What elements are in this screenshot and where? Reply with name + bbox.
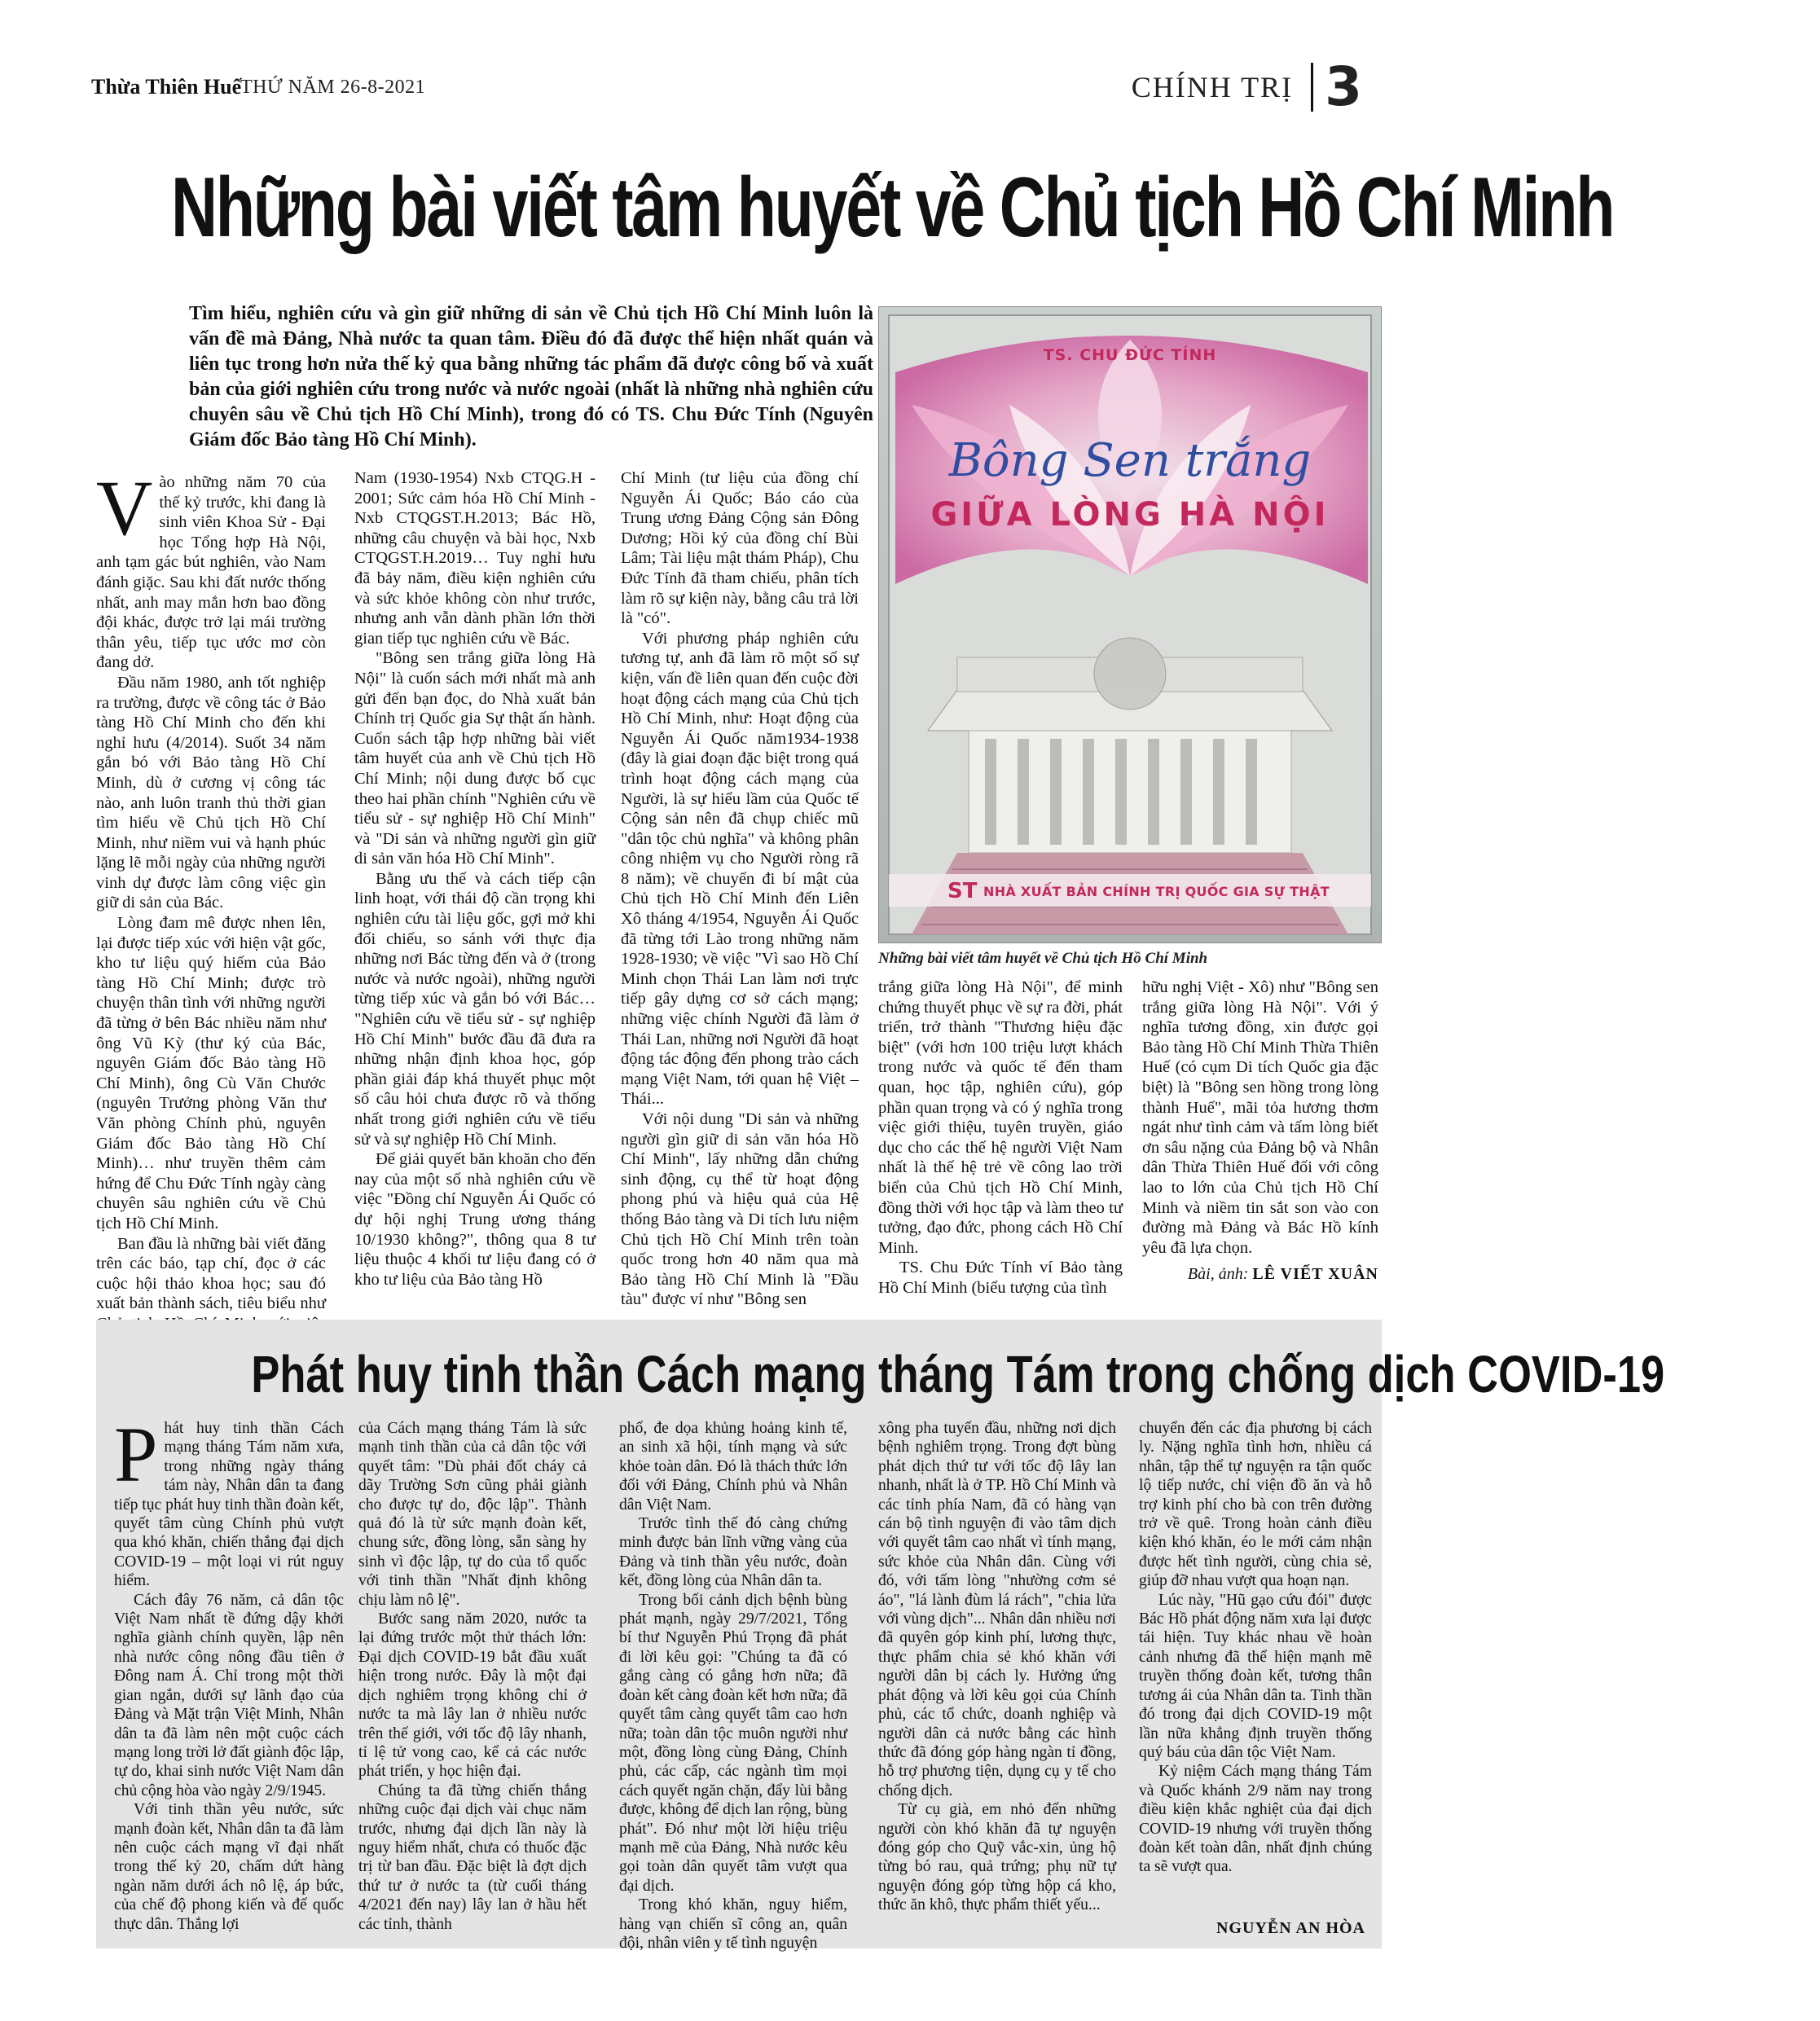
paragraph: Nam (1930-1954) Nxb CTQG.H - 2001; Sức cảm hóa Hồ Chí Minh - Nxb CTQGST.H.2013; Bác Hồ, những câu chuyện và bài học, Nxb CTQGST.H.2019… Tuy nghỉ hưu đã bảy năm, điều kiện nghiên cứu và sức khỏe không còn như trước, nhưng anh vẫn dành phần lớn thời gian tiếp tục nghiên cứu về Bác. bbox=[354, 469, 596, 648]
publisher-logo: ST bbox=[947, 879, 978, 903]
paragraph: Đầu năm 1980, anh tốt nghiệp ra trường, được về công tác ở Bảo tàng Hồ Chí Minh cho đến khi nghỉ hưu (4/2014). Suốt 34 năm gắn bó với Bảo tàng Hồ Chí Minh, dù ở cương vị công tác nào, anh luôn tranh thủ thời gian tìm hiểu về Chủ tịch Hồ Chí Minh, như niềm vui và hạnh phúc lặng lẽ mỗi ngày của những người vinh dự được làm công việc gìn giữ di sản của Bác. bbox=[96, 673, 326, 912]
article2-column-5 bbox=[1139, 1419, 1372, 1877]
paragraph: chuyển đến các địa phương bị cách ly. Nặng nghĩa tình hơn, nhiều cá nhân, tập thể tự nguyện ra tận quốc lộ tiếp nước, chỉ viện đồ ăn và hỗ trợ kinh phí cho bà con trên đường trở về quê. Trong hoàn cảnh điều kiện khó khăn, éo le mới cảm nhận được hết tình người, cùng chia sẻ, giúp đỡ nhau vượt qua hoạn nạn. bbox=[1139, 1420, 1372, 1590]
article1-column-4 bbox=[878, 978, 1123, 1298]
dropcap: P bbox=[114, 1411, 158, 1498]
paragraph: Với phương pháp nghiên cứu tương tự, anh đã làm rõ một số sự kiện, vấn đề liên quan đến cuộc đời hoạt động cách mạng của Chủ tịch Hồ Chí Minh, như: Hoạt động của Nguyễn Ái Quốc năm1934-1938 (đây là giai đoạn đặc biệt trong quá trình hoạt động cách mạng của Người, là sự hiểu lầm của Quốc tế Cộng sản nên đã chụp chiếc mũ "dân tộc chủ nghĩa" và không phân công nhiệm vụ cho Người ròng rã 8 năm); về chuyến đi bí mật của Chủ tịch Hồ Chí Minh đến Liên Xô tháng 4/1954, Nguyễn Ái Quốc đã từng tới Lào trong những năm 1928-1930; về việc "Vì sao Hồ Chí Minh chọn Thái Lan làm nơi trực tiếp gây dựng cơ sở cách mạng; những việc chính Người đã làm ở Thái Lan, những nơi Người đã hoạt động tác động đến phong trào cách mạng Việt Nam, tới quan hệ Việt – Thái... bbox=[621, 629, 859, 1109]
paragraph: Trong bối cảnh dịch bệnh bùng phát mạnh, ngày 29/7/2021, Tổng bí thư Nguyễn Phú Trọng đã phát đi lời kêu gọi: "Chúng ta đã có gắng càng có gắng hơn nữa; đã đoàn kết càng đoàn kết hơn nữa; đã quyết tâm càng quyết tâm cao hơn nữa; toàn dân tộc muôn người như một, đồng lòng cùng Đảng, Chính phủ, các cấp, các ngành tìm mọi cách quyết ngăn chặn, đẩy lùi bằng được, không để dịch lan rộng, bùng phát". Đó như một lời hiệu triệu mạnh mẽ của Đảng, Nhà nước kêu gọi toàn dân quyết tâm vượt qua đại dịch. bbox=[619, 1591, 847, 1895]
paragraph: Trong khó khăn, nguy hiểm, hàng vạn chiến sĩ công an, quân đội, nhân viên y tế tình nguyện bbox=[619, 1896, 847, 1952]
article1-column-3 bbox=[621, 468, 859, 1310]
paragraph: Chí Minh (tư liệu của đồng chí Nguyễn Ái Quốc; Báo cáo của Trung ương Đảng Cộng sản Đông Dương; Hồi ký của đồng chí Bùi Lâm; Tài liệu mật thám Pháp), Chu Đức Tính đã tham chiếu, phân tích làm rõ sự kiện này, bằng câu trả lời là "có". bbox=[621, 469, 859, 628]
article1-lead-paragraph: Vào những năm 70 của thế kỷ trước, khi đang là sinh viên Khoa Sử - Đại học Tổng hợp Hà Nội, anh tạm gác bút nghiên, vào Nam đánh giặc. Sau khi đất nước thống nhất, anh may mắn hơn bao đồng đội khác, được trở lại mái trường thân yêu, tiếp tục ước mơ còn đang dở. bbox=[96, 464, 326, 672]
article2-byline: NGUYỄN AN HÒA bbox=[1216, 1919, 1365, 1937]
paragraph: "Bông sen trắng giữa lòng Hà Nội" là cuốn sách mới nhất mà anh gửi đến bạn đọc, do Nhà xuất bản Chính trị Quốc gia Sự thật ấn hành. Cuốn sách tập hợp những bài viết tâm huyết của anh về Chủ tịch Hồ Chí Minh; nội dung được bố cục theo hai phần chính "Nghiên cứu về tiểu sử - sự nghiệp Hồ Chí Minh" và "Di sản và những người gìn giữ di sản văn hóa Hồ Chí Minh". bbox=[354, 649, 596, 868]
paragraph: Bước sang năm 2020, nước ta lại đứng trước một thử thách lớn: Đại dịch COVID-19 bắt đầu xuất hiện trong nước. Đây là một đại dịch nghiêm trọng không chỉ ở nước ta mà lây lan ở nhiều nước trên thế giới, với tốc độ lây nhanh, tỉ lệ tử vong cao, kể cả các nước phát triển, y học hiện đại. bbox=[358, 1610, 587, 1781]
paragraph: hữu nghị Việt - Xô) như "Bông sen trắng giữa lòng Hà Nội". Với ý nghĩa tương đồng, xin được gọi Bảo tàng Hồ Chí Minh Thừa Thiên Huế (có cụm Di tích Quốc gia đặc biệt) là "Bông sen hồng trong lòng thành Huế", mãi tỏa hương thơm ngát như tình cảm và tấm lòng biết ơn sâu nặng của Đảng bộ và Nhân dân Thừa Thiên Huế đối với công lao to lớn của Chủ tịch Hồ Chí Minh và niềm tin sắt son vào con đường mà Đảng và Bác Hồ kính yêu đã lựa chọn. bbox=[1142, 978, 1378, 1257]
article2-title: Phát huy tinh thần Cách mạng tháng Tám trong chống dịch COVID-19 bbox=[251, 1345, 1665, 1404]
paragraph: Với nội dung "Di sản và những người gìn giữ di sản văn hóa Hồ Chí Minh", lấy những dẫn chứng sinh động, cụ thể từ hoạt động phong phú và hiệu quả của Hệ thống Bảo tàng và Di tích lưu niệm Chủ tịch Hồ Chí Minh trên toàn quốc trong hơn 40 năm qua mà Bảo tàng Hồ Chí Minh là "Đầu tàu" được ví như "Bông sen bbox=[621, 1110, 859, 1309]
dropcap: V bbox=[96, 464, 153, 551]
paragraph: Lòng đam mê được nhen lên, lại được tiếp xúc với hiện vật gốc, kho tư liệu quý hiếm của Bảo tàng Hồ Chí Minh; được trò chuyện thân tình với những người đã từng ở bên Bác nhiều năm như ông Vũ Kỳ (thư ký của Bác, nguyên Giám đốc Bảo tàng Hồ Chí Minh), ông Cù Văn Chước (nguyên Trưởng phòng Văn thư Văn phòng Chính phủ, nguyên Giám đốc Bảo tàng Hồ Chí Minh)… như truyền thêm cảm hứng để Chu Đức Tính ngày càng chuyên sâu nghiên cứu về Chủ tịch Hồ Chí Minh. bbox=[96, 914, 326, 1232]
paragraph: trắng giữa lòng Hà Nội", để minh chứng thuyết phục về sự ra đời, phát triển, trở thành "Thương hiệu đặc biệt" (với hơn 100 triệu lượt khách trong nước và quốc tế đến tham quan, học tập, nghiên cứu), góp phần quan trọng và có ý nghĩa trong việc giới thiệu, tuyên truyền, giáo dục cho các thế hệ người Việt Nam nhất là thế hệ trẻ về công lao trời biển của Chủ tịch Hồ Chí Minh, đồng thời với học tập và làm theo tư tưởng, đạo đức, phong cách Hồ Chí Minh. bbox=[878, 978, 1123, 1257]
paragraph: TS. Chu Đức Tính ví Bảo tàng Hồ Chí Minh (biểu tượng của tình bbox=[878, 1259, 1123, 1297]
book-cover-photo bbox=[878, 306, 1382, 943]
article2-column-1 bbox=[114, 1411, 344, 1934]
article1-column-1 bbox=[96, 464, 326, 1374]
paragraph: Từ cụ già, em nhỏ đến những người còn khó khăn đã tự nguyện đóng góp cho Quỹ vắc-xin, ủng hộ từng bó rau, quả trứng; phụ nữ tự nguyện đóng góp từng hộp cá kho, thức ăn khô, thực phẩm thiết yếu... bbox=[878, 1801, 1116, 1914]
article1-column-2 bbox=[354, 468, 596, 1289]
paragraph: phố, đe dọa khủng hoảng kinh tế, an sinh xã hội, tính mạng và sức khỏe toàn dân. Đó là thách thức lớn đối với Đảng, Chính phủ và Nhân dân Việt Nam. bbox=[619, 1420, 847, 1514]
article1-byline bbox=[1188, 1265, 1378, 1284]
article1-column-5 bbox=[1142, 978, 1378, 1258]
paragraph: Với tinh thần yêu nước, sức mạnh đoàn kết, Nhân dân ta đã làm nên cuộc cách mạng vĩ đại nhất trong thế kỷ 20, chấm dứt hàng ngàn năm dưới ách nô lệ, áp bức, của chế độ phong kiến và đế quốc thực dân. Thắng lợi bbox=[114, 1801, 344, 1933]
paragraph: Chúng ta đã từng chiến thắng những cuộc đại dịch vài chục năm trước, nhưng đại dịch lần này là nguy hiểm nhất, chưa có thuốc đặc trị từ ban đầu. Đặc biệt là đợt dịch thứ tư ở nước ta (từ cuối tháng 4/2021 đến nay) lây lan ở hầu hết các tỉnh, thành bbox=[358, 1782, 587, 1933]
section-label: CHÍNH TRỊ bbox=[1131, 71, 1294, 103]
paragraph: Bằng ưu thế và cách tiếp cận linh hoạt, với thái độ cần trọng khi nghiên cứu tài liệu gốc, gợi mở khi đối chiếu, so sánh với thực địa những nơi Bác từng đến và ở (trong nước và nước ngoài), những người từng tiếp xúc và gắn bó với Bác… "Nghiên cứu về tiểu sử - sự nghiệp Hồ Chí Minh" bước đầu đã đưa ra những nhận định khoa học, góp phần giải đáp khá thuyết phục một số câu hỏi chưa được rõ và thống nhất trong giới nghiên cứu về tiểu sử và sự nghiệp Hồ Chí Minh. bbox=[354, 869, 596, 1149]
section-divider bbox=[1311, 63, 1313, 112]
article2-lead-paragraph: Phát huy tinh thần Cách mạng tháng Tám năm xưa, trong những ngày tháng tám này, Nhân dân ta đang tiếp tục phát huy tinh thần đoàn kết, quyết tâm cùng Chính phủ vượt qua khó khăn, chiến thắng đại dịch COVID-19 – một loại vi rút nguy hiểm. bbox=[114, 1411, 344, 1590]
paragraph: Để giải quyết băn khoăn cho đến nay của một số nhà nghiên cứu về việc "Đồng chí Nguyễn Ái Quốc có dự hội nghị Trung ương tháng 10/1930 không?", thông qua 8 tư liệu thuộc 4 khối tư liệu đang có ở kho tư liệu của Bảo tàng Hồ bbox=[354, 1150, 596, 1289]
article2-column-2 bbox=[358, 1419, 587, 1934]
article2-column-4 bbox=[878, 1419, 1116, 1915]
paragraph: xông pha tuyến đầu, những nơi dịch bệnh nghiêm trọng. Trong đợt bùng phát dịch thứ tư với tốc độ lây lan nhanh, nhất là ở TP. Hồ Chí Minh và các tỉnh phía Nam, đã có hàng vạn cán bộ tình nguyện đi vào tâm dịch với quyết tâm cao nhất vì tính mạng, sức khỏe của Nhân dân. Cùng với đó, với tấm lòng "nhường cơm sẻ áo", "lá lành đùm lá rách", "chia lửa với vùng dịch"... Nhân dân nhiều nơi đã quyên góp kinh phí, lương thực, thực phẩm chia sẻ khó khăn với người dân bị cách ly. Hưởng ứng phát động và lời kêu gọi của Chính phủ, các tổ chức, doanh nghiệp và người dân cả nước bằng các hình thức đã đóng góp hàng ngàn tỉ đồng, hỗ trợ phương tiện, dụng cụ y tế cho chống dịch. bbox=[878, 1420, 1116, 1799]
page-number: 3 bbox=[1325, 55, 1362, 118]
book-title-line1: Bông Sen trắng bbox=[948, 434, 1312, 487]
paragraph: Lúc này, "Hũ gạo cứu đói" được Bác Hồ phát động năm xưa lại được tái hiện. Tuy khác nhau về hoàn cảnh nhưng đã thể hiện mạnh mẽ truyền thống đoàn kết, tương thân tương ái của Nhân dân ta. Tinh thần đó trong đại dịch COVID-19 một lần nữa khẳng định truyền thống quý báu của dân tộc Việt Nam. bbox=[1139, 1591, 1372, 1761]
byline-author: LÊ VIẾT XUÂN bbox=[1252, 1265, 1378, 1283]
book-title-line2: GIỮA LÒNG HÀ NỘI bbox=[930, 496, 1330, 534]
article1-title: Những bài viết tâm huyết về Chủ tịch Hồ Chí Minh bbox=[171, 160, 1614, 255]
book-author: TS. CHU ĐỨC TÍNH bbox=[1043, 346, 1217, 364]
photo-caption: Những bài viết tâm huyết về Chủ tịch Hồ Chí Minh bbox=[878, 950, 1208, 967]
paragraph: Trước tình thế đó càng chứng minh được bản lĩnh vững vàng của Đảng và tinh thần yêu nước, đoàn kết, đồng lòng của Nhân dân ta. bbox=[619, 1515, 847, 1590]
paragraph: Ban đầu là những bài viết đăng trên các báo, tạp chí, đọc ở các cuộc hội thảo khoa học; sau đó xuất bản thành sách, tiêu biểu như bbox=[96, 1234, 326, 1313]
article2-column-3 bbox=[619, 1419, 847, 1953]
section-header bbox=[1131, 55, 1362, 118]
issue-date: THỨ NĂM 26-8-2021 bbox=[240, 77, 426, 98]
masthead: Thừa Thiên Huế bbox=[91, 75, 242, 99]
publisher-name: NHÀ XUẤT BẢN CHÍNH TRỊ QUỐC GIA SỰ THẬT bbox=[983, 884, 1330, 899]
paragraph: Cách đây 76 năm, cả dân tộc Việt Nam nhất tề đứng dậy khởi nghĩa giành chính quyền, lập nên nhà nước công nông đầu tiên ở Đông nam Á. Chỉ trong một thời gian ngắn, dưới sự lãnh đạo của Đảng và Mặt trận Việt Minh, Nhân dân ta đã làm nên một cuộc cách mạng long trời lở đất giành độc lập, tự do, khai sinh nước Việt Nam dân chủ cộng hòa vào ngày 2/9/1945. bbox=[114, 1591, 344, 1799]
book-cover-illustration bbox=[879, 307, 1381, 942]
byline-prefix: Bài, ảnh: bbox=[1187, 1265, 1249, 1283]
paragraph: Kỷ niệm Cách mạng tháng Tám và Quốc khánh 2/9 năm nay trong điều kiện khắc nghiệt của đại dịch COVID-19 nhưng với truyền thống đoàn kết toàn dân, nhất định chúng ta sẽ vượt qua. bbox=[1139, 1763, 1372, 1876]
article1-sapo: Tìm hiểu, nghiên cứu và gìn giữ những di sản về Chủ tịch Hồ Chí Minh luôn là vấn đề mà Đảng, Nhà nước ta quan tâm. Điều đó đã được thể hiện nhất quán và liên tục trong hơn nửa thế kỷ qua bằng những tác phẩm đã được công bố và xuất bản của giới nghiên cứu trong nước và nước ngoài (nhất là những nhà nghiên cứu chuyên sâu về Chủ tịch Hồ Chí Minh), trong đó có TS. Chu Đức Tính (Nguyên Giám đốc Bảo tàng Hồ Chí Minh). bbox=[189, 303, 873, 450]
paragraph: của Cách mạng tháng Tám là sức mạnh tinh thần của cả dân tộc với quyết tâm: "Dù phải đốt cháy cả dãy Trường Sơn cũng phải giành cho được tự do, độc lập". Thành quả đó là từ sức mạnh đoàn kết, chung sức, đồng lòng, sẵn sàng hy sinh vì độc lập, tự do của tổ quốc với tinh thần "Nhất định không chịu làm nô lệ". bbox=[358, 1420, 587, 1609]
